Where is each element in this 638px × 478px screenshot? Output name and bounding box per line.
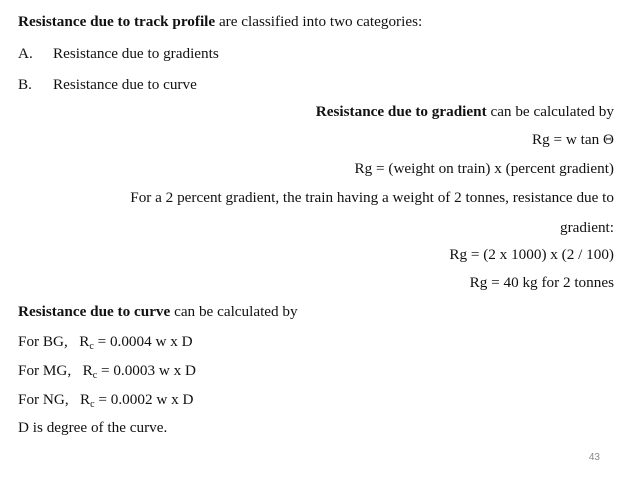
- gradient-calculation-2: Rg = 40 kg for 2 tonnes: [469, 274, 614, 291]
- category-a-label: A.: [18, 45, 33, 62]
- curve-formula-mg-sub: c: [92, 370, 98, 381]
- category-b-text: Resistance due to curve: [53, 76, 197, 93]
- curve-formula-bg: [18, 332, 193, 357]
- gradient-formula-1: Rg = w tan Θ: [532, 131, 614, 148]
- curve-heading: [18, 302, 298, 322]
- curve-formula-mg-rest: = 0.0003 w x D: [97, 362, 197, 379]
- curve-formula-bg-sub: c: [89, 341, 94, 352]
- category-b-label: B.: [18, 76, 32, 93]
- curve-heading-bold: Resistance due to curve: [18, 303, 171, 320]
- curve-formula-mg: [18, 361, 196, 386]
- curve-formula-ng-sub: c: [90, 399, 95, 410]
- gradient-example-line-1: For a 2 percent gradient, the train having a weight of 2 tonnes, resistance due to: [130, 189, 614, 206]
- gradient-calculation-1: Rg = (2 x 1000) x (2 / 100): [449, 246, 614, 263]
- curve-heading-rest: can be calculated by: [170, 303, 298, 320]
- page-number: 43: [588, 452, 600, 463]
- curve-formula-mg-prefix: For MG,: [18, 362, 72, 379]
- gradient-formula-2: Rg = (weight on train) x (percent gradient): [354, 160, 614, 177]
- curve-formula-ng-r: R: [80, 391, 91, 408]
- category-a-text: Resistance due to gradients: [53, 45, 219, 62]
- curve-formula-bg-prefix: For BG,: [18, 333, 68, 350]
- category-a: [18, 44, 219, 64]
- curve-formula-ng-rest: = 0.0002 w x D: [94, 391, 194, 408]
- curve-formula-ng: [18, 390, 193, 415]
- intro-bold: Resistance due to track profile: [18, 13, 216, 30]
- curve-note: D is degree of the curve.: [18, 419, 168, 436]
- intro-rest: are classified into two categories:: [215, 13, 423, 30]
- curve-formula-mg-r: R: [82, 362, 93, 379]
- curve-formula-bg-r: R: [79, 333, 90, 350]
- gradient-heading-bold: Resistance due to gradient: [315, 103, 487, 120]
- gradient-example-line-2: gradient:: [560, 219, 614, 236]
- curve-formula-ng-prefix: For NG,: [18, 391, 69, 408]
- curve-formula-bg-rest: = 0.0004 w x D: [93, 333, 193, 350]
- gradient-heading-rest: can be calculated by: [486, 103, 614, 120]
- gradient-heading: [316, 102, 614, 122]
- intro-line: [18, 12, 422, 32]
- category-b: [18, 75, 197, 95]
